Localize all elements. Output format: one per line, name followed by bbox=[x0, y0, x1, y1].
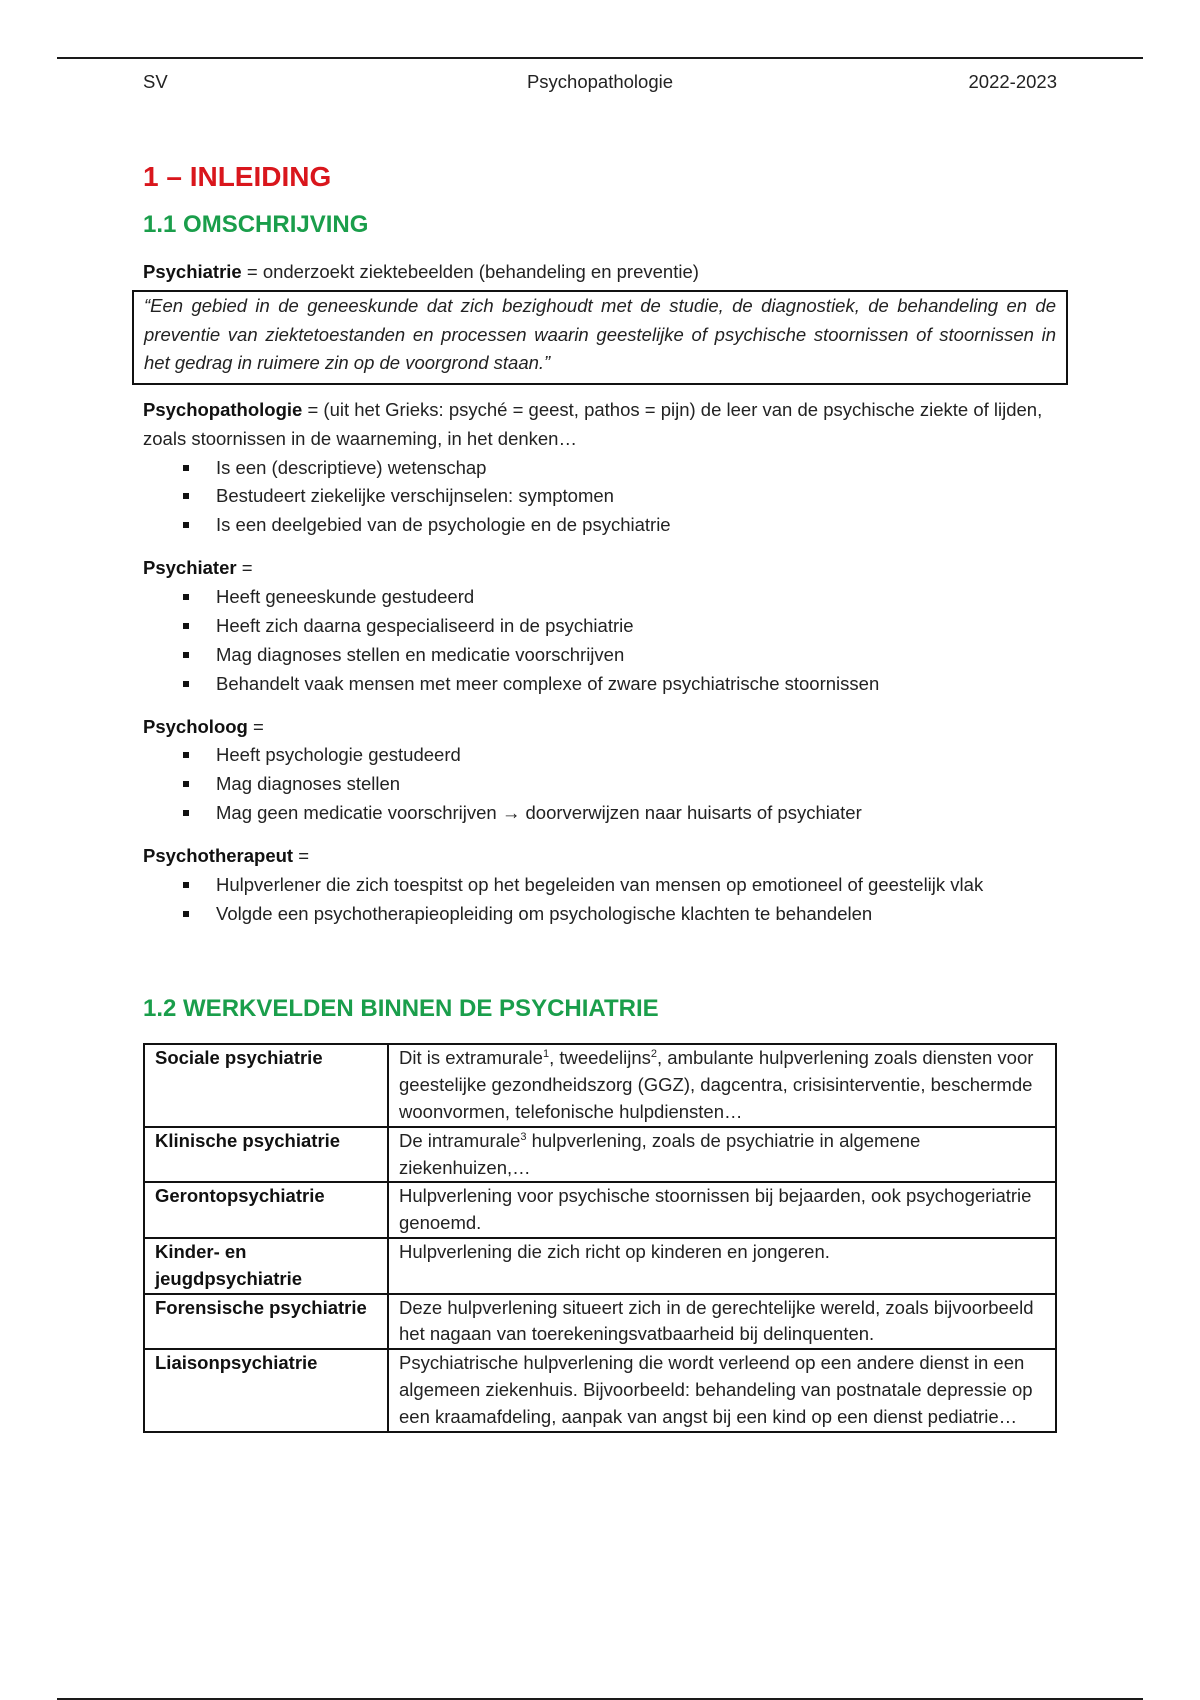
definition-psychotherapeut-text: = bbox=[293, 844, 310, 866]
table-row bbox=[144, 1349, 1056, 1431]
header-center: Psychopathologie bbox=[526, 71, 674, 92]
table-cell-description: Deze hulpverlening situeert zich in de gerechtelijke wereld, zoals bijvoorbeeld het nagaan van toerekeningsvatbaarheid bij delinquenten. bbox=[388, 1294, 1056, 1350]
werkvelden-table bbox=[143, 1043, 1057, 1432]
list-item: Volgde een psychotherapieopleiding om psychologische klachten te behandelen bbox=[216, 900, 1047, 929]
definition-psychotherapeut-line bbox=[143, 842, 1057, 871]
footnote-ref: 3 bbox=[520, 1130, 527, 1143]
table-cell-description: Hulpverlening voor psychische stoornissen bij bejaarden, ook psychogeriatrie genoemd. bbox=[388, 1182, 1056, 1238]
term-psychiater: Psychiater bbox=[143, 557, 237, 579]
chapter-title: 1 – INLEIDING bbox=[143, 160, 332, 192]
definition-psychopathologie-line bbox=[143, 396, 1057, 454]
table-cell-field: Klinische psychiatrie bbox=[144, 1127, 388, 1183]
definition-psychopathologie-text: = (uit het Grieks: psyché = geest, pathos = pijn) de leer van de psychische ziekte of lijden, zoals stoornissen in de waarneming, in het denken… bbox=[143, 398, 1043, 449]
definition-quote-box: “Een gebied in de geneeskunde dat zich bezighoudt met de studie, de diagnostiek, de behandeling en de preventie van ziektetoestanden en processen waarin geestelijke of psychische stoornissen of stoornissen in het gedrag in ruimere zin op de voorgrond staan.” bbox=[132, 290, 1068, 385]
list-item: Heeft geneeskunde gestudeerd bbox=[216, 583, 1057, 612]
table-cell-description bbox=[388, 1044, 1056, 1126]
table-row bbox=[144, 1294, 1056, 1350]
definition-psychopathologie bbox=[143, 396, 1057, 540]
list-item: Mag diagnoses stellen en medicatie voorschrijven bbox=[216, 641, 1057, 670]
list-item: Is een deelgebied van de psychologie en de psychiatrie bbox=[216, 511, 1057, 540]
list-item: Is een (descriptieve) wetenschap bbox=[216, 454, 1057, 483]
list-item: Bestudeert ziekelijke verschijnselen: symptomen bbox=[216, 482, 1057, 511]
term-psycholoog: Psycholoog bbox=[143, 715, 248, 737]
list-item: Heeft psychologie gestudeerd bbox=[216, 741, 1057, 770]
table-cell-field: Gerontopsychiatrie bbox=[144, 1182, 388, 1238]
definition-psycholoog bbox=[143, 713, 1057, 828]
table-cell-field: Sociale psychiatrie bbox=[144, 1044, 388, 1126]
definition-psychiatrie-text: = onderzoekt ziektebeelden (behandeling en preventie) bbox=[241, 261, 699, 283]
header-left: SV bbox=[143, 71, 168, 92]
footnote-ref: 1 bbox=[542, 1048, 550, 1061]
psychopathologie-list bbox=[143, 454, 1057, 541]
cell-text: De intramurale bbox=[399, 1129, 521, 1151]
page-header bbox=[143, 68, 1057, 96]
list-item: Mag geen medicatie voorschrijven → doorverwijzen naar huisarts of psychiater bbox=[216, 799, 1057, 828]
term-psychopathologie: Psychopathologie bbox=[143, 398, 303, 420]
psycholoog-list bbox=[143, 741, 1057, 828]
psychotherapeut-list bbox=[143, 871, 1057, 929]
header-rule bbox=[57, 57, 1143, 59]
definition-psychiatrie bbox=[143, 258, 1057, 286]
definition-psychiater-text: = bbox=[236, 557, 253, 579]
cell-text: , tweedelijns bbox=[549, 1047, 651, 1069]
list-item: Hulpverlener die zich toespitst op het begeleiden van mensen op emotioneel of geestelijk vlak bbox=[216, 871, 1047, 900]
list-item: Heeft zich daarna gespecialiseerd in de psychiatrie bbox=[216, 612, 1057, 641]
table-row bbox=[144, 1127, 1056, 1183]
list-item: Behandelt vaak mensen met meer complexe of zware psychiatrische stoornissen bbox=[216, 670, 1057, 699]
psychiater-list bbox=[143, 583, 1057, 698]
cell-text: hulpverlening, zoals de psychiatrie in algemene ziekenhuizen,… bbox=[399, 1129, 921, 1178]
definition-psychiater bbox=[143, 554, 1057, 698]
table-cell-field: Kinder- en jeugdpsychiatrie bbox=[144, 1238, 388, 1294]
footnote-ref: 2 bbox=[650, 1048, 657, 1061]
term-psychotherapeut: Psychotherapeut bbox=[143, 844, 294, 866]
definition-psycholoog-text: = bbox=[247, 715, 264, 737]
table-cell-description: Psychiatrische hulpverlening die wordt verleend op een andere dienst in een algemeen ziekenhuis. Bijvoorbeeld: behandeling van postnatale depressie op een kraamafdeling, aanpak van angst bij een kind op een dienst pediatrie… bbox=[388, 1349, 1056, 1431]
document-page bbox=[143, 68, 1057, 1433]
table-cell-description: Hulpverlening die zich richt op kinderen en jongeren. bbox=[388, 1238, 1056, 1294]
table-cell-field: Liaisonpsychiatrie bbox=[144, 1349, 388, 1431]
definition-psycholoog-line bbox=[143, 713, 1057, 742]
definition-psychotherapeut bbox=[143, 842, 1057, 929]
table-cell-field: Forensische psychiatrie bbox=[144, 1294, 388, 1350]
section-title-werkvelden: 1.2 WERKVELDEN BINNEN DE PSYCHIATRIE bbox=[143, 994, 659, 1022]
section-title-omschrijving: 1.1 OMSCHRIJVING bbox=[143, 211, 369, 239]
table-row bbox=[144, 1238, 1056, 1294]
list-item: Mag diagnoses stellen bbox=[216, 770, 1057, 799]
table-row bbox=[144, 1044, 1056, 1126]
definition-psychiater-line bbox=[143, 554, 1057, 583]
header-right: 2022-2023 bbox=[968, 71, 1057, 92]
table-row bbox=[144, 1182, 1056, 1238]
term-psychiatrie: Psychiatrie bbox=[143, 261, 242, 283]
cell-text: , ambulante hulpverlening zoals diensten voor geestelijke gezondheidszorg (GGZ), dagcentra, crisisinterventie, beschermde woonvormen, telefonische hulpdiensten… bbox=[399, 1047, 1034, 1122]
table-cell-description bbox=[388, 1127, 1056, 1183]
cell-text: Dit is extramurale bbox=[399, 1047, 543, 1069]
